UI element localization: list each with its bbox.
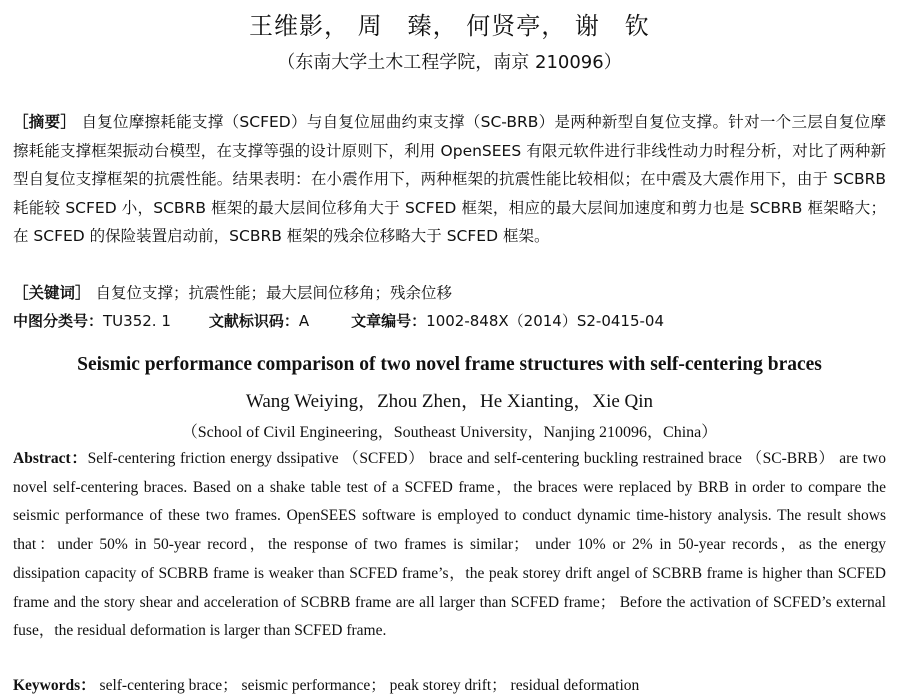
chinese-keywords-label: ［关键词］ — [13, 284, 91, 302]
clc-label: 中图分类号： — [13, 312, 104, 330]
english-keywords — [13, 674, 886, 698]
chinese-abstract — [13, 108, 886, 251]
chinese-authors: 王维影， 周 臻， 何贤亭， 谢 钦 — [249, 12, 650, 40]
chinese-keywords — [13, 280, 886, 306]
english-affiliation: （School of Civil Engineering，Southeast University，Nanjing 210096，China） — [181, 424, 718, 441]
english-keywords-label: Keywords： — [13, 677, 96, 694]
doc-code-value: A — [298, 312, 310, 330]
english-abstract-text: Self-centering friction energy dssipative （SCFED） brace and self-centering buckling restrained brace （SC-BRB） are two novel self-centering braces. Based on a shake table test of a SCFED frame，the braces were replaced by BRB in order to compare the seismic performance of these two frames. OpenSEES software is employed to conduct dynamic time-history analysis. The result shows that：under 50% in 50-year record，the response of two frames is similar； under 10% or 2% in 50-year records，as the energy dissipation capacity of SCBRB frame is weaker than SCFED frame’s，the peak storey drift angel of SCBRB frame is higher than SCFED frame and the story shear and acceleration of SCBRB frame are all larger than SCFED frame； Before the activation of SCFED’s external fuse，the residual deformation is larger than SCFED frame. — [13, 450, 886, 640]
chinese-affiliation: （东南大学土木工程学院，南京 210096） — [277, 52, 622, 73]
clc-value: TU352. 1 — [103, 312, 171, 330]
english-authors: Wang Weiying，Zhou Zhen，He Xianting，Xie Qin — [245, 391, 654, 412]
doc-code-label: 文献标识码： — [208, 312, 299, 330]
english-keywords-text: self-centering brace； seismic performance； peak storey drift； residual deformation — [99, 677, 640, 694]
article-no-value: 1002-848X（2014）S2-0415-04 — [426, 312, 664, 330]
english-abstract-label: Abstract： — [13, 450, 88, 467]
english-abstract — [13, 445, 886, 646]
chinese-abstract-label: ［摘要］ — [13, 113, 77, 131]
classification-line — [13, 309, 886, 333]
article-no-label: 文章编号： — [351, 312, 427, 330]
chinese-abstract-text: 自复位摩擦耗能支撑（SCFED）与自复位屈曲约束支撑（SC-BRB）是两种新型自复位支撑。针对一个三层自复位摩擦耗能支撑框架振动台模型，在支撑等强的设计原则下，利用 OpenSEES 有限元软件进行非线性动力时程分析，对比了两种新型自复位支撑框架的抗震性能。结果表明：在小震作用下，两种框架的抗震性能比较相似；在中震及大震作用下，由于 SCBRB 耗能较 SCFED 小，SCBRB 框架的最大层间位移角大于 SCFED 框架，相应的最大层间加速度和剪力也是 SCBRB 框架略大；在 SCFED 的保险装置启动前，SCBRB 框架的残余位移略大于 SCFED 框架。 — [13, 113, 886, 245]
english-title: Seismic performance comparison of two novel frame structures with self-centering braces — [77, 354, 822, 375]
chinese-keywords-text: 自复位支撑；抗震性能；最大层间位移角；残余位移 — [95, 284, 452, 302]
